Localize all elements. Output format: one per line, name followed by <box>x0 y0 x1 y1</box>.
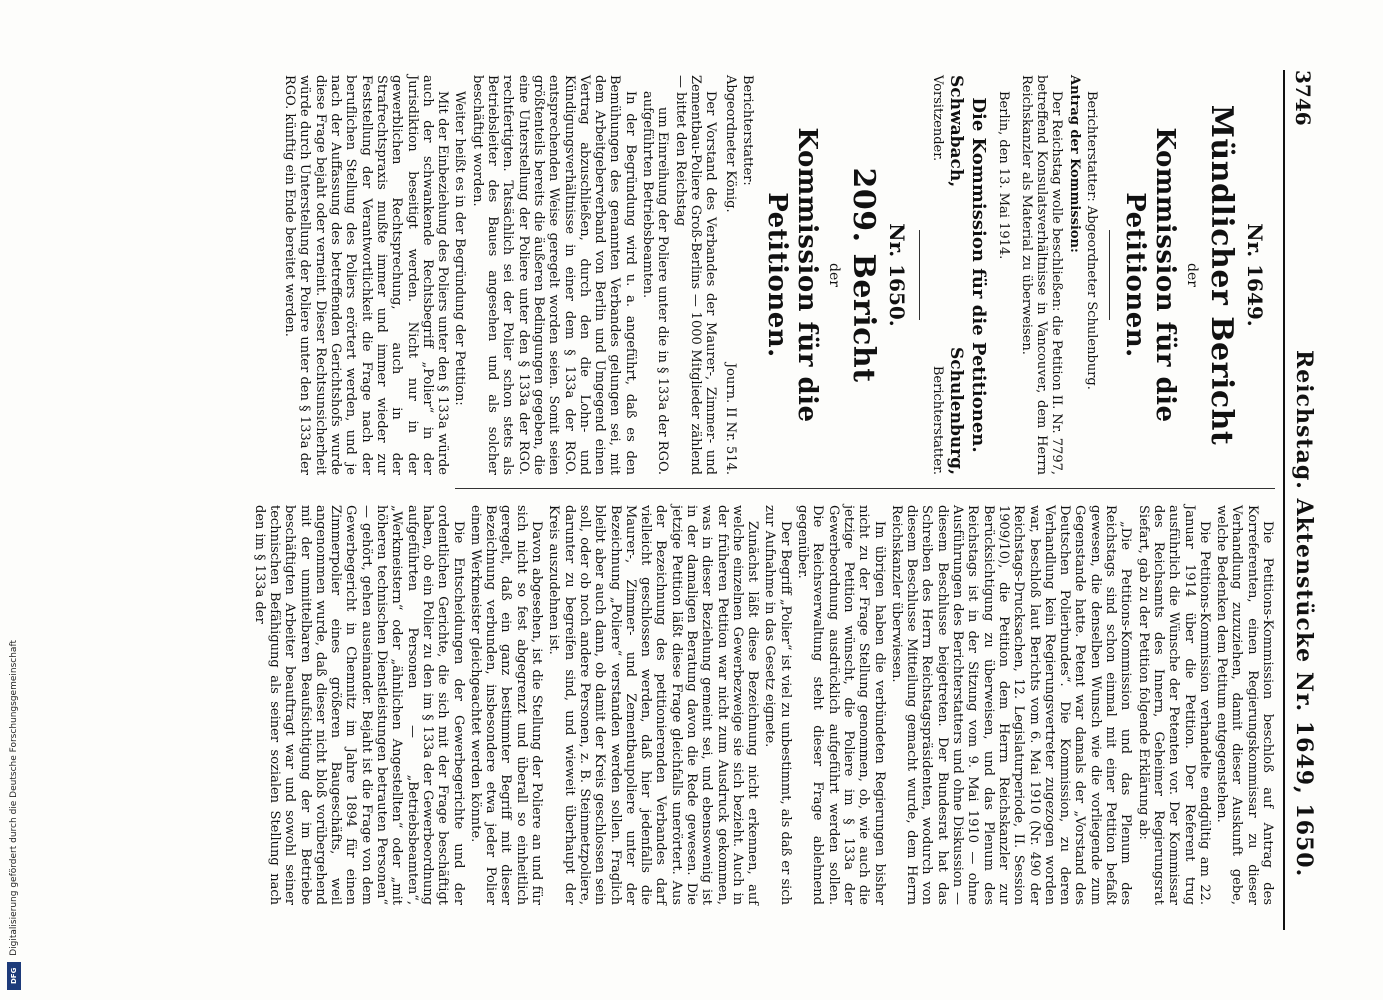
paragraph-3: Weiter heißt es in der Begründung der Petition: <box>452 91 468 406</box>
left-column <box>0 75 1275 475</box>
right-paragraph-7: Davon abgesehen, ist die Stellung der Poliere an und für sich nicht so fest abgegrenzt und überall so einheitlich geregelt, daß ein ganz bestimmter Begriff mit dieser Bezeichnung verbunden, insbesondere etwa jeder Polier einem Werkmeister gleichgeachtet werden könnte. <box>467 505 545 905</box>
doc-number-1649: Nr. 1649. <box>1243 223 1267 327</box>
column-divider <box>455 488 1275 489</box>
reporter-1649: Berichterstatter: Abgeordneter Schulenburg. <box>1084 91 1099 390</box>
right-column <box>0 505 1275 905</box>
paragraph-4: Mit der Einbeziehung des Poliers unter den § 133a würde auch der schwankende Rechtsbegriff „Polier“ in der Jurisdiktion beseitigt werden. Nicht nur in der gewerblichen Rechtsprechung, auch in der Strafrechtspraxis mußte immer und immer wieder zur Feststellung der Verantwortlichkeit die Frage nach der beruflichen Stellung des Poliers erörtert werden, und je nach der Auffassung des betreffenden Gerichtshofs wurde diese Frage bejaht oder verneint. Dieser Rechtsunsicherheit würde durch Unterstellung der Poliere unter den § 133a der RGO. künftig ein Ende bereitet werden. <box>282 75 451 475</box>
running-title: Reichstag. Aktenstücke Nr. 1649, 1650. <box>1291 350 1317 878</box>
right-paragraph-5: Der Begriff „Polier“ ist viel zu unbestimmt, als daß er sich zur Aufnahme in das Gesetz eignete. <box>762 505 793 905</box>
paragraph-1: Der Vorstand des Verbandes der Maurer-, Zimmer- und Zementbau-Poliere Groß-Berlins — 1000 Mitglieder zählend — bittet den Reichstag <box>672 75 719 475</box>
paragraph-1b: um Einreihung der Poliere unter die in § 133a der RGO. aufgeführten Betriebsbeamten. <box>640 91 671 475</box>
paragraph-2: In der Begründung wird u. a. angeführt, daß es den Bemühungen des genannten Verbandes gelungen sei, mit dem Arbeitgeberverband von Berlin und Umgegend einen Vertrag abzuschließen, durch den die Lohn- und Kündigungsverhältnisse in einer dem § 133a der RGO. entsprechenden Weise geregelt worden seien. Somit seien größtenteils bereits die äußeren Bedingungen gegeben, die eine Unterstellung der Poliere unter den § 133a der RGO. rechtfertigten. Tatsächlich sei der Polier schon stets als Betriebsleiter des Baues angesehen und als solcher beschäftigt worden. <box>469 75 638 475</box>
reporter-1650-label: Berichterstatter: <box>740 75 756 186</box>
funding-credit <box>6 0 22 990</box>
right-paragraph-6: Zunächst läßt diese Bezeichnung nicht erkennen, auf welche einzelnen Gewerbezweige sie sich bezieht. Auch in der früheren Petition war nicht zum Ausdruck gekommen, was in dieser Beziehung gemeint sei, und ebensowenig ist in der damaligen Beratung davon die Rede gewesen. Die jetzige Petition läßt diese Frage gleichfalls unerörtert. Aus der Bezeichnung des petitionierenden Verbandes darf vielleicht geschlossen werden, daß hier jedenfalls die Maurer-, Zimmer- und Zementbaupoliere unter der Bezeichnung „Poliere“ verstanden werden sollen. Fraglich bleibt aber auch dann, ob damit der Kreis geschlossen sein soll, oder ob noch andere Personen, z. B. Steinmetzpoliere, darunter zu begreifen sind, und wieweit überhaupt der Kreis auszudehnen ist. <box>546 505 761 905</box>
dfg-logo: DFG <box>7 962 21 990</box>
page-header <box>1283 70 1321 930</box>
doc-number-1650: Nr. 1650. <box>885 223 910 327</box>
motion-heading: Antrag der Kommission: <box>1066 75 1082 253</box>
der-1: der <box>1184 263 1200 287</box>
right-paragraph-1: Die Petitions-Kommission beschloß auf Antrag des Korreferenten, einen Regierungskommissar zu dieser Verhandlung zuzuziehen, damit dieser Auskunft gebe, welche Bedenken dem Petitum entgegenstehen. <box>1214 505 1275 905</box>
short-rule-2 <box>919 230 920 320</box>
commission-title-3: Kommission für die Petitionen. <box>762 127 823 423</box>
commission-title-1: Kommission für die Petitionen. <box>1120 127 1180 423</box>
reporter-role: Berichterstatter. <box>930 365 946 475</box>
reporter-journal-row <box>722 75 739 475</box>
chair-role: Vorsitzender. <box>930 75 946 162</box>
right-paragraph-8: Die Entscheidungen der Gewerbegerichte und der ordentlichen Gerichte, die sich mit der Frage beschäftigt haben, ob ein Polier zu den im § 133a der Gewerbeordnung aufgeführten Personen — „Betriebsbeamten“, „Werkmeistern“ oder „ähnlichen Angestellten“ oder „mit höheren technischen Dienstleistungen betrauten Personen“ — gehört, gehen auseinander. Bejaht ist die Frage von dem Gewerbegericht in Chemnitz im Jahre 1894 für einen Zimmerpolier eines größeren Baugeschäfts, weil angenommen wurde, daß dieser nicht bloß vorübergehend mit der unmittelbaren Beaufsichtigung der im Betriebe beschäftigten Arbeiter beauftragt war und sowohl seiner technischen Befähigung als seiner sozialen Stellung nach den im § 133a der <box>251 505 466 905</box>
chair-name: Schwabach, <box>946 75 967 188</box>
reporter-1650-name: Abgeordneter König. <box>723 75 739 213</box>
credit-text: Digitalisierung gefördert durch die Deutsche Forschungsgemeinschaft <box>9 640 19 956</box>
commission-title-2: Die Kommission für die Petitionen. <box>968 97 990 453</box>
short-rule-1 <box>1109 230 1110 320</box>
der-2: der <box>826 263 843 287</box>
reporter-name: Schulenburg, <box>946 347 967 475</box>
report-title-1649: Mündlicher Bericht <box>1204 104 1239 446</box>
motion-text: Der Reichstag wolle beschließen: die Petition II. Nr. 7797, betreffend Konsulatsverhältnisse in Vancouver, dem Herrn Reichskanzler als Material zu überweisen. <box>1018 75 1065 475</box>
report-title-1650: 209. Bericht <box>846 167 882 383</box>
right-paragraph-4: Im übrigen haben die verbündeten Regierungen bisher nicht zu der Frage Stellung genommen, ob, wie auch die jetzige Petition wünscht, die Poliere im § 133a der Gewerbeordnung ausdrücklich aufgeführt werden sollen. Die Reichsverwaltung steht dieser Frage ablehnend gegenüber. <box>795 505 887 905</box>
signatures <box>930 75 966 475</box>
right-paragraph-3: „Die Petitions-Kommission und das Plenum des Reichstags sind schon einmal mit einer Petition befaßt gewesen, die denselben Wunsch wie die vorliegende zum Gegenstande hatte. Petent war damals der „Vorstand des Deutschen Polierbundes“. Die Kommission, zu deren Verhandlung kein Regierungsvertreter zugezogen worden war, beschloß laut Berichts vom 6. Mai 1910 (Nr. 490 der Reichstags-Drucksachen, 12. Legislaturperiode, II. Session 1909/10), die Petition dem Herrn Reichskanzler zur Berücksichtigung zu überweisen, und das Plenum des Reichstags ist in der Sitzung vom 9. Mai 1910 — ohne Ausführungen des Berichterstatters und ohne Diskussion — diesem Beschlusse beigetreten. Der Bundesrat hat das Schreiben des Herrn Reichstagspräsidenten, wodurch von diesem Beschlusse Mitteilung gemacht wurde, dem Herrn Reichskanzler überwiesen. <box>888 505 1134 905</box>
right-paragraph-2: Die Petitions-Kommission verhandelte endgültig am 22. Januar 1914 über die Petition. Der Referent trug ausführlich die Wünsche der Petenten vor. Der Kommissar des Reichsamts des Innern, Geheimer Regierungsrat Siefart, gab zu der Petition folgende Erklärung ab: <box>1135 505 1212 905</box>
place-date: Berlin, den 13. Mai 1914. <box>995 91 1011 260</box>
journal-number: Journ. II Nr. 514. <box>723 362 739 475</box>
page-number: 3746 <box>1291 70 1315 126</box>
